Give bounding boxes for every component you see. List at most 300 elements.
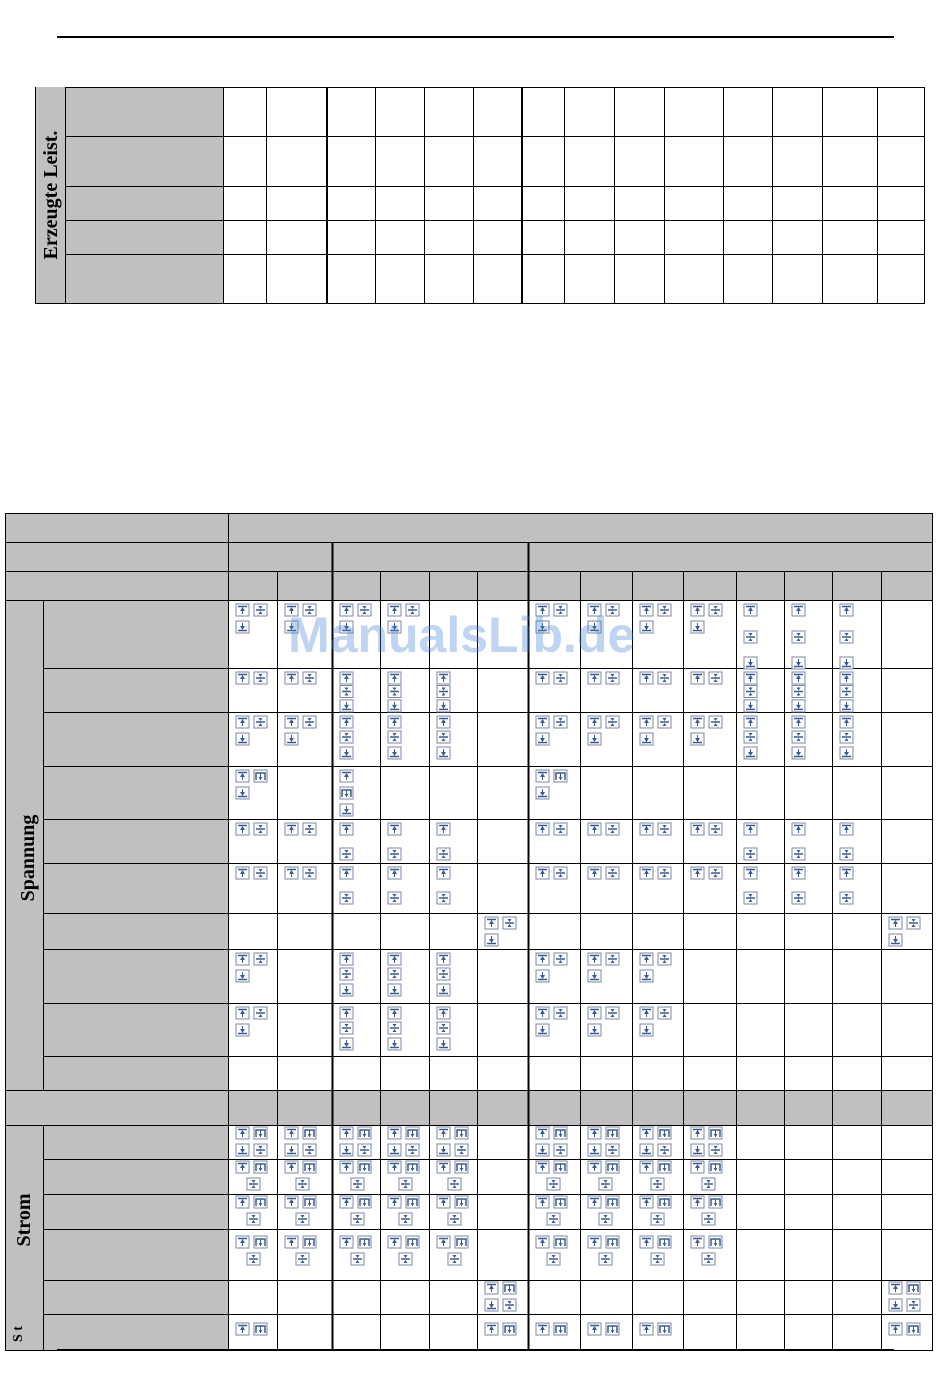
both-icon <box>388 731 401 743</box>
up-icon <box>588 716 601 728</box>
both-icon <box>554 716 567 728</box>
down-icon <box>388 747 401 759</box>
up-icon <box>285 823 298 835</box>
header-rule <box>57 36 894 38</box>
down-icon <box>340 1144 353 1156</box>
down-icon <box>536 970 549 982</box>
down-icon <box>388 700 401 712</box>
up-icon <box>236 1323 249 1335</box>
bracket-icon <box>658 1196 671 1208</box>
both-icon <box>296 1178 309 1190</box>
both-icon <box>254 716 267 728</box>
down-icon <box>437 984 450 996</box>
up-icon <box>437 672 450 684</box>
both-icon <box>247 1178 260 1190</box>
up-icon <box>640 953 653 965</box>
bracket-icon <box>606 1196 619 1208</box>
down-icon <box>236 733 249 745</box>
down-icon <box>285 1144 298 1156</box>
watermark: ManualsLib.de <box>288 607 636 663</box>
down-icon <box>236 1024 249 1036</box>
both-icon <box>658 716 671 728</box>
up-icon <box>640 867 653 879</box>
both-icon <box>351 1253 364 1265</box>
up-icon <box>691 1236 704 1248</box>
bracket-icon <box>254 1127 267 1139</box>
down-icon <box>485 934 498 946</box>
up-icon <box>285 1196 298 1208</box>
down-icon <box>285 733 298 745</box>
both-icon <box>606 1144 619 1156</box>
up-icon <box>588 1236 601 1248</box>
both-icon <box>388 686 401 698</box>
both-icon <box>351 1213 364 1225</box>
bracket-icon <box>455 1196 468 1208</box>
both-icon <box>599 1178 612 1190</box>
both-icon <box>254 823 267 835</box>
up-icon <box>536 716 549 728</box>
both-icon <box>907 1299 920 1311</box>
up-icon <box>236 1127 249 1139</box>
both-icon <box>709 867 722 879</box>
bracket-icon <box>554 1161 567 1173</box>
both-icon <box>547 1178 560 1190</box>
both-icon <box>554 823 567 835</box>
down-icon <box>588 970 601 982</box>
bracket-icon <box>709 1127 722 1139</box>
up-icon <box>236 1196 249 1208</box>
both-icon <box>840 686 853 698</box>
both-icon <box>840 631 853 643</box>
both-icon <box>437 1022 450 1034</box>
table-performance-grid <box>35 87 925 304</box>
up-icon <box>388 1007 401 1019</box>
both-icon <box>437 892 450 904</box>
down-icon <box>840 657 853 669</box>
down-icon <box>437 1144 450 1156</box>
bracket-icon <box>907 1282 920 1294</box>
both-icon <box>503 1299 516 1311</box>
up-icon <box>340 672 353 684</box>
down-icon <box>536 1024 549 1036</box>
footer-rule <box>57 1349 894 1350</box>
up-icon <box>285 867 298 879</box>
both-icon <box>658 953 671 965</box>
both-icon <box>303 716 316 728</box>
bracket-icon <box>709 1161 722 1173</box>
both-icon <box>651 1213 664 1225</box>
up-icon <box>236 672 249 684</box>
up-icon <box>236 716 249 728</box>
both-icon <box>709 672 722 684</box>
down-icon <box>588 733 601 745</box>
up-icon <box>744 672 757 684</box>
up-icon <box>588 1127 601 1139</box>
down-icon <box>691 1144 704 1156</box>
down-icon <box>889 1299 902 1311</box>
both-icon <box>296 1213 309 1225</box>
both-icon <box>388 1022 401 1034</box>
up-icon <box>388 823 401 835</box>
both-icon <box>388 848 401 860</box>
up-icon <box>437 953 450 965</box>
bracket-icon <box>254 1323 267 1335</box>
down-icon <box>691 621 704 633</box>
up-icon <box>889 917 902 929</box>
down-icon <box>640 970 653 982</box>
bracket-icon <box>406 1196 419 1208</box>
up-icon <box>388 716 401 728</box>
bracket-icon <box>658 1127 671 1139</box>
up-icon <box>437 1196 450 1208</box>
bracket-icon <box>254 1196 267 1208</box>
up-icon <box>588 1323 601 1335</box>
both-icon <box>303 867 316 879</box>
up-icon <box>340 867 353 879</box>
both-icon <box>503 917 516 929</box>
bracket-icon <box>455 1236 468 1248</box>
up-icon <box>236 604 249 616</box>
both-icon <box>340 686 353 698</box>
bracket-icon <box>658 1236 671 1248</box>
down-icon <box>340 700 353 712</box>
both-icon <box>606 1007 619 1019</box>
up-icon <box>840 604 853 616</box>
up-icon <box>792 716 805 728</box>
up-icon <box>588 1007 601 1019</box>
both-icon <box>254 1007 267 1019</box>
up-icon <box>536 1161 549 1173</box>
up-icon <box>640 672 653 684</box>
both-icon <box>247 1253 260 1265</box>
both-icon <box>340 1022 353 1034</box>
bracket-icon <box>455 1127 468 1139</box>
down-icon <box>236 1144 249 1156</box>
both-icon <box>606 953 619 965</box>
both-icon <box>554 1007 567 1019</box>
down-icon <box>236 621 249 633</box>
up-icon <box>340 1007 353 1019</box>
down-icon <box>640 733 653 745</box>
both-icon <box>744 731 757 743</box>
up-icon <box>588 953 601 965</box>
bracket-icon <box>358 1161 371 1173</box>
both-icon <box>254 604 267 616</box>
up-icon <box>536 867 549 879</box>
bracket-icon <box>358 1127 371 1139</box>
up-icon <box>388 1236 401 1248</box>
up-icon <box>437 1161 450 1173</box>
down-icon <box>588 1024 601 1036</box>
bracket-icon <box>658 1161 671 1173</box>
both-icon <box>606 867 619 879</box>
up-icon <box>640 1236 653 1248</box>
both-icon <box>744 631 757 643</box>
up-icon <box>536 770 549 782</box>
up-icon <box>388 1196 401 1208</box>
up-icon <box>744 716 757 728</box>
up-icon <box>437 1127 450 1139</box>
down-icon <box>388 1144 401 1156</box>
both-icon <box>547 1253 560 1265</box>
bracket-icon <box>358 1196 371 1208</box>
up-icon <box>388 867 401 879</box>
both-icon <box>437 731 450 743</box>
up-icon <box>236 823 249 835</box>
up-icon <box>536 1007 549 1019</box>
up-icon <box>285 672 298 684</box>
up-icon <box>744 823 757 835</box>
down-icon <box>236 787 249 799</box>
down-icon <box>889 934 902 946</box>
bracket-icon <box>303 1161 316 1173</box>
up-icon <box>437 1236 450 1248</box>
both-icon <box>792 731 805 743</box>
down-icon <box>340 1038 353 1050</box>
bracket-icon <box>254 1236 267 1248</box>
up-icon <box>236 1161 249 1173</box>
down-icon <box>588 1144 601 1156</box>
both-icon <box>658 823 671 835</box>
down-icon <box>840 747 853 759</box>
up-icon <box>640 1127 653 1139</box>
up-icon <box>437 867 450 879</box>
up-icon <box>485 917 498 929</box>
down-icon <box>744 700 757 712</box>
bracket-icon <box>254 1161 267 1173</box>
both-icon <box>448 1213 461 1225</box>
both-icon <box>554 867 567 879</box>
up-icon <box>744 604 757 616</box>
both-icon <box>351 1178 364 1190</box>
down-icon <box>691 733 704 745</box>
up-icon <box>640 604 653 616</box>
both-icon <box>840 731 853 743</box>
both-icon <box>599 1213 612 1225</box>
up-icon <box>236 953 249 965</box>
up-icon <box>340 953 353 965</box>
bracket-icon <box>606 1161 619 1173</box>
both-icon <box>388 968 401 980</box>
bracket-icon <box>358 1236 371 1248</box>
up-icon <box>588 672 601 684</box>
up-icon <box>236 1236 249 1248</box>
both-icon <box>448 1178 461 1190</box>
bracket-icon <box>554 1127 567 1139</box>
down-icon <box>792 747 805 759</box>
up-icon <box>340 1196 353 1208</box>
up-icon <box>536 823 549 835</box>
both-icon <box>709 604 722 616</box>
both-icon <box>340 731 353 743</box>
up-icon <box>640 1323 653 1335</box>
both-icon <box>744 686 757 698</box>
both-icon <box>340 848 353 860</box>
down-icon <box>485 1299 498 1311</box>
up-icon <box>792 672 805 684</box>
both-icon <box>651 1253 664 1265</box>
both-icon <box>792 848 805 860</box>
bracket-icon <box>709 1236 722 1248</box>
up-icon <box>340 823 353 835</box>
up-icon <box>536 1236 549 1248</box>
up-icon <box>485 1323 498 1335</box>
up-icon <box>640 823 653 835</box>
bracket-icon <box>406 1161 419 1173</box>
both-icon <box>554 672 567 684</box>
both-icon <box>658 1144 671 1156</box>
both-icon <box>599 1253 612 1265</box>
both-icon <box>651 1178 664 1190</box>
table1-row-label: Erzeugte Leist. <box>40 130 62 260</box>
bracket-icon <box>606 1127 619 1139</box>
both-icon <box>606 672 619 684</box>
up-icon <box>691 1127 704 1139</box>
both-icon <box>744 892 757 904</box>
both-icon <box>702 1178 715 1190</box>
up-icon <box>285 1236 298 1248</box>
bracket-icon <box>303 1196 316 1208</box>
both-icon <box>907 917 920 929</box>
bracket-icon <box>503 1323 516 1335</box>
section-label-spannung: Spannung <box>17 814 39 902</box>
section-label-st <box>11 1318 41 1348</box>
both-icon <box>792 686 805 698</box>
both-icon <box>658 1007 671 1019</box>
up-icon <box>691 604 704 616</box>
down-icon <box>744 657 757 669</box>
both-icon <box>437 686 450 698</box>
up-icon <box>340 1161 353 1173</box>
bracket-icon <box>554 1196 567 1208</box>
bracket-icon <box>554 770 567 782</box>
both-icon <box>547 1213 560 1225</box>
both-icon <box>792 631 805 643</box>
bracket-icon <box>606 1236 619 1248</box>
up-icon <box>691 867 704 879</box>
both-icon <box>247 1213 260 1225</box>
bracket-icon <box>303 1236 316 1248</box>
both-icon <box>792 892 805 904</box>
up-icon <box>840 716 853 728</box>
both-icon <box>254 953 267 965</box>
up-icon <box>388 672 401 684</box>
down-icon <box>640 621 653 633</box>
up-icon <box>640 716 653 728</box>
up-icon <box>340 716 353 728</box>
both-icon <box>840 848 853 860</box>
both-icon <box>254 672 267 684</box>
table-performance <box>35 87 925 304</box>
up-icon <box>691 716 704 728</box>
bracket-icon <box>406 1236 419 1248</box>
up-icon <box>889 1323 902 1335</box>
up-icon <box>536 1323 549 1335</box>
both-icon <box>658 672 671 684</box>
up-icon <box>588 867 601 879</box>
down-icon <box>792 657 805 669</box>
up-icon <box>840 823 853 835</box>
down-icon <box>840 700 853 712</box>
up-icon <box>889 1282 902 1294</box>
down-icon <box>340 747 353 759</box>
bracket-icon <box>254 770 267 782</box>
both-icon <box>399 1253 412 1265</box>
bracket-icon <box>503 1282 516 1294</box>
up-icon <box>691 1196 704 1208</box>
up-icon <box>285 1161 298 1173</box>
up-icon <box>236 867 249 879</box>
up-icon <box>285 716 298 728</box>
both-icon <box>702 1253 715 1265</box>
bracket-icon <box>455 1161 468 1173</box>
down-icon <box>340 984 353 996</box>
both-icon <box>658 604 671 616</box>
down-icon <box>640 1024 653 1036</box>
down-icon <box>388 1038 401 1050</box>
down-icon <box>536 1144 549 1156</box>
bracket-icon <box>606 1323 619 1335</box>
down-icon <box>792 700 805 712</box>
up-icon <box>536 953 549 965</box>
both-icon <box>406 1144 419 1156</box>
both-icon <box>840 892 853 904</box>
up-icon <box>640 1196 653 1208</box>
both-icon <box>606 716 619 728</box>
up-icon <box>340 770 353 782</box>
bracket-icon <box>658 1323 671 1335</box>
up-icon <box>691 672 704 684</box>
up-icon <box>437 716 450 728</box>
up-icon <box>588 1161 601 1173</box>
up-icon <box>485 1282 498 1294</box>
both-icon <box>340 968 353 980</box>
down-icon <box>536 787 549 799</box>
up-icon <box>691 823 704 835</box>
up-icon <box>536 1127 549 1139</box>
both-icon <box>303 1144 316 1156</box>
down-icon <box>536 733 549 745</box>
down-icon <box>640 1144 653 1156</box>
up-icon <box>536 1196 549 1208</box>
up-icon <box>236 1007 249 1019</box>
both-icon <box>658 867 671 879</box>
up-icon <box>840 672 853 684</box>
bracket-icon <box>340 787 353 799</box>
section-label-st-text: S t <box>10 1326 26 1342</box>
both-icon <box>744 848 757 860</box>
up-icon <box>588 1196 601 1208</box>
both-icon <box>254 1144 267 1156</box>
bracket-icon <box>303 1127 316 1139</box>
up-icon <box>340 1236 353 1248</box>
down-icon <box>437 700 450 712</box>
both-icon <box>702 1213 715 1225</box>
bracket-icon <box>907 1323 920 1335</box>
up-icon <box>236 770 249 782</box>
both-icon <box>399 1213 412 1225</box>
both-icon <box>554 1144 567 1156</box>
up-icon <box>792 823 805 835</box>
both-icon <box>455 1144 468 1156</box>
both-icon <box>709 823 722 835</box>
section-label-strom: Strom <box>13 1193 35 1247</box>
down-icon <box>437 1038 450 1050</box>
both-icon <box>448 1253 461 1265</box>
up-icon <box>792 867 805 879</box>
up-icon <box>388 1127 401 1139</box>
up-icon <box>744 867 757 879</box>
